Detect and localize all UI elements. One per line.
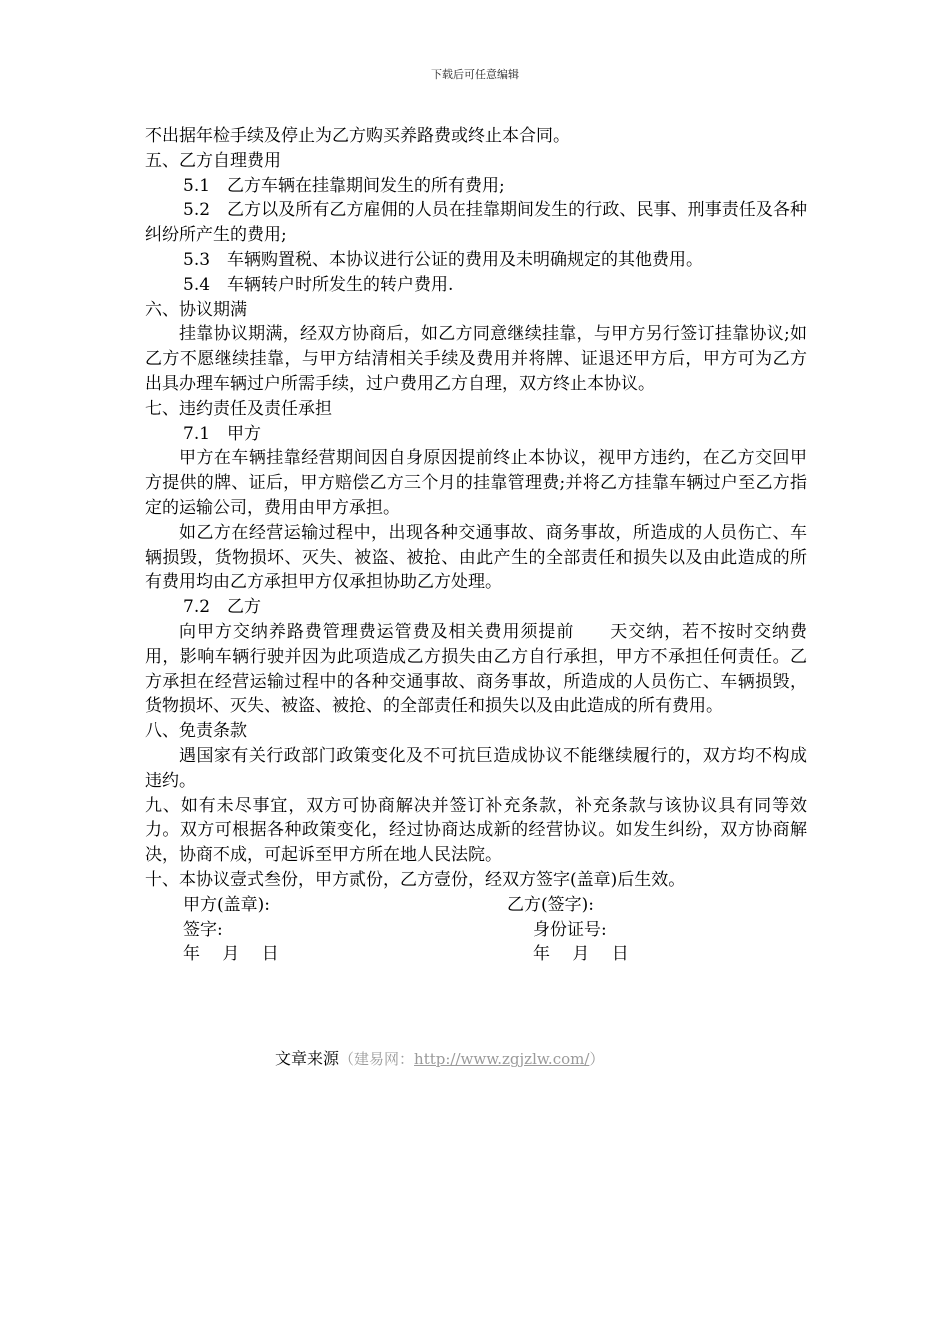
signature-row-party [145,893,807,918]
clause-7-1-paragraph-2: 如乙方在经营运输过程中，出现各种交通事故、商务事故，所造成的人员伤亡、车辆损毁，货物损坏、灭失、被盗、被抢、由此产生的全部责任和损失以及由此造成的所有费用均由乙方承担甲方仅承担协助乙方处理。 [145,522,807,593]
section-8-paragraph: 遇国家有关行政部门政策变化及不可抗巨造成协议不能继续履行的，双方均不构成违约。 [145,745,807,791]
section-7-title: 七、违约责任及责任承担 [145,398,332,419]
clause-text: 车辆转户时所发生的转户费用. [227,274,454,295]
clause-number: 7.2 [183,597,211,618]
clause-number: 5.3 [183,249,211,270]
clause-7-1-paragraph-1: 甲方在车辆挂靠经营期间因自身原因提前终止本协议，视甲方违约，在乙方交回甲方提供的牌、证后，甲方赔偿乙方三个月的挂靠管理费;并将乙方挂靠车辆过户至乙方指定的运输公司，费用由甲方承担。 [145,448,807,518]
clause-7-1 [145,422,807,447]
source-link[interactable]: http://www.zgjzlw.com/ [414,1050,590,1068]
signature-row-date [145,942,807,967]
clause-5-1 [145,174,807,199]
signature-row-sign [145,918,807,943]
clause-7-2 [145,595,807,620]
page-header: 下载后可任意编辑 [431,68,519,81]
clause-number: 5.2 [183,200,211,221]
party-a-signature-label: 签字: [183,919,223,940]
party-a-seal-label: 甲方(盖章): [183,894,270,915]
clause-text: 甲方 [227,423,261,444]
section-6-title: 六、协议期满 [145,299,247,320]
clause-text: 乙方车辆在挂靠期间发生的所有费用; [227,175,505,196]
source-close: ） [589,1050,605,1068]
party-a-date: 年 月 日 [183,944,279,965]
party-b-sign-label: 乙方(签字): [507,894,594,915]
source-open: （建易网： [339,1050,415,1068]
clause-number: 5.1 [183,175,211,196]
section-8-title: 八、免责条款 [145,721,247,742]
clause-5-3 [145,248,807,273]
clause-text: 乙方以及所有乙方雇佣的人员在挂靠期间发生的行政、民事、刑事责任及各种纠纷所产生的费用; [145,200,807,246]
party-b-id-label: 身份证号: [533,919,607,940]
document-body [145,124,807,967]
section-10-paragraph: 十、本协议壹式叁份，甲方贰份，乙方壹份，经双方签字(盖章)后生效。 [145,869,686,890]
clause-number: 5.4 [183,274,211,295]
clause-5-2 [145,198,807,248]
source-label: 文章来源 [275,1049,340,1068]
intro-tail-paragraph: 不出据年检手续及停止为乙方购买养路费或终止本合同。 [145,126,570,146]
clause-text: 乙方 [227,597,261,618]
clause-text: 车辆购置税、本协议进行公证的费用及未明确规定的其他费用。 [227,249,703,270]
clause-7-2-paragraph: 向甲方交纳养路费管理费运管费及相关费用须提前 天交纳，若不按时交纳费用，影响车辆行驶并因为此项造成乙方损失由乙方自行承担，甲方不承担任何责任。乙方承担在经营运输过程中的各种交通事故、商务事故，所造成的人员伤亡、车辆损毁，货物损坏、灭失、被盗、被抢、的全部责任和损失以及由此造成的所有费用。 [145,621,807,717]
section-9-paragraph: 九、如有未尽事宜，双方可协商解决并签订补充条款，补充条款与该协议具有同等效力。双方可根据各种政策变化，经过协商达成新的经营协议。如发生纠纷，双方协商解决，协商不成，可起诉至甲方所在地人民法院。 [145,795,807,866]
section-5-title: 五、乙方自理费用 [145,150,281,171]
party-b-date: 年 月 日 [533,944,629,965]
article-source [275,1046,604,1069]
clause-number: 7.1 [183,423,211,444]
section-6-paragraph: 挂靠协议期满，经双方协商后，如乙方同意继续挂靠，与甲方另行签订挂靠协议;如乙方不愿继续挂靠，与甲方结清相关手续及费用并将牌、证退还甲方后，甲方可为乙方出具办理车辆过户所需手续，过户费用乙方自理，双方终止本协议。 [145,324,807,394]
clause-5-4 [145,273,807,298]
